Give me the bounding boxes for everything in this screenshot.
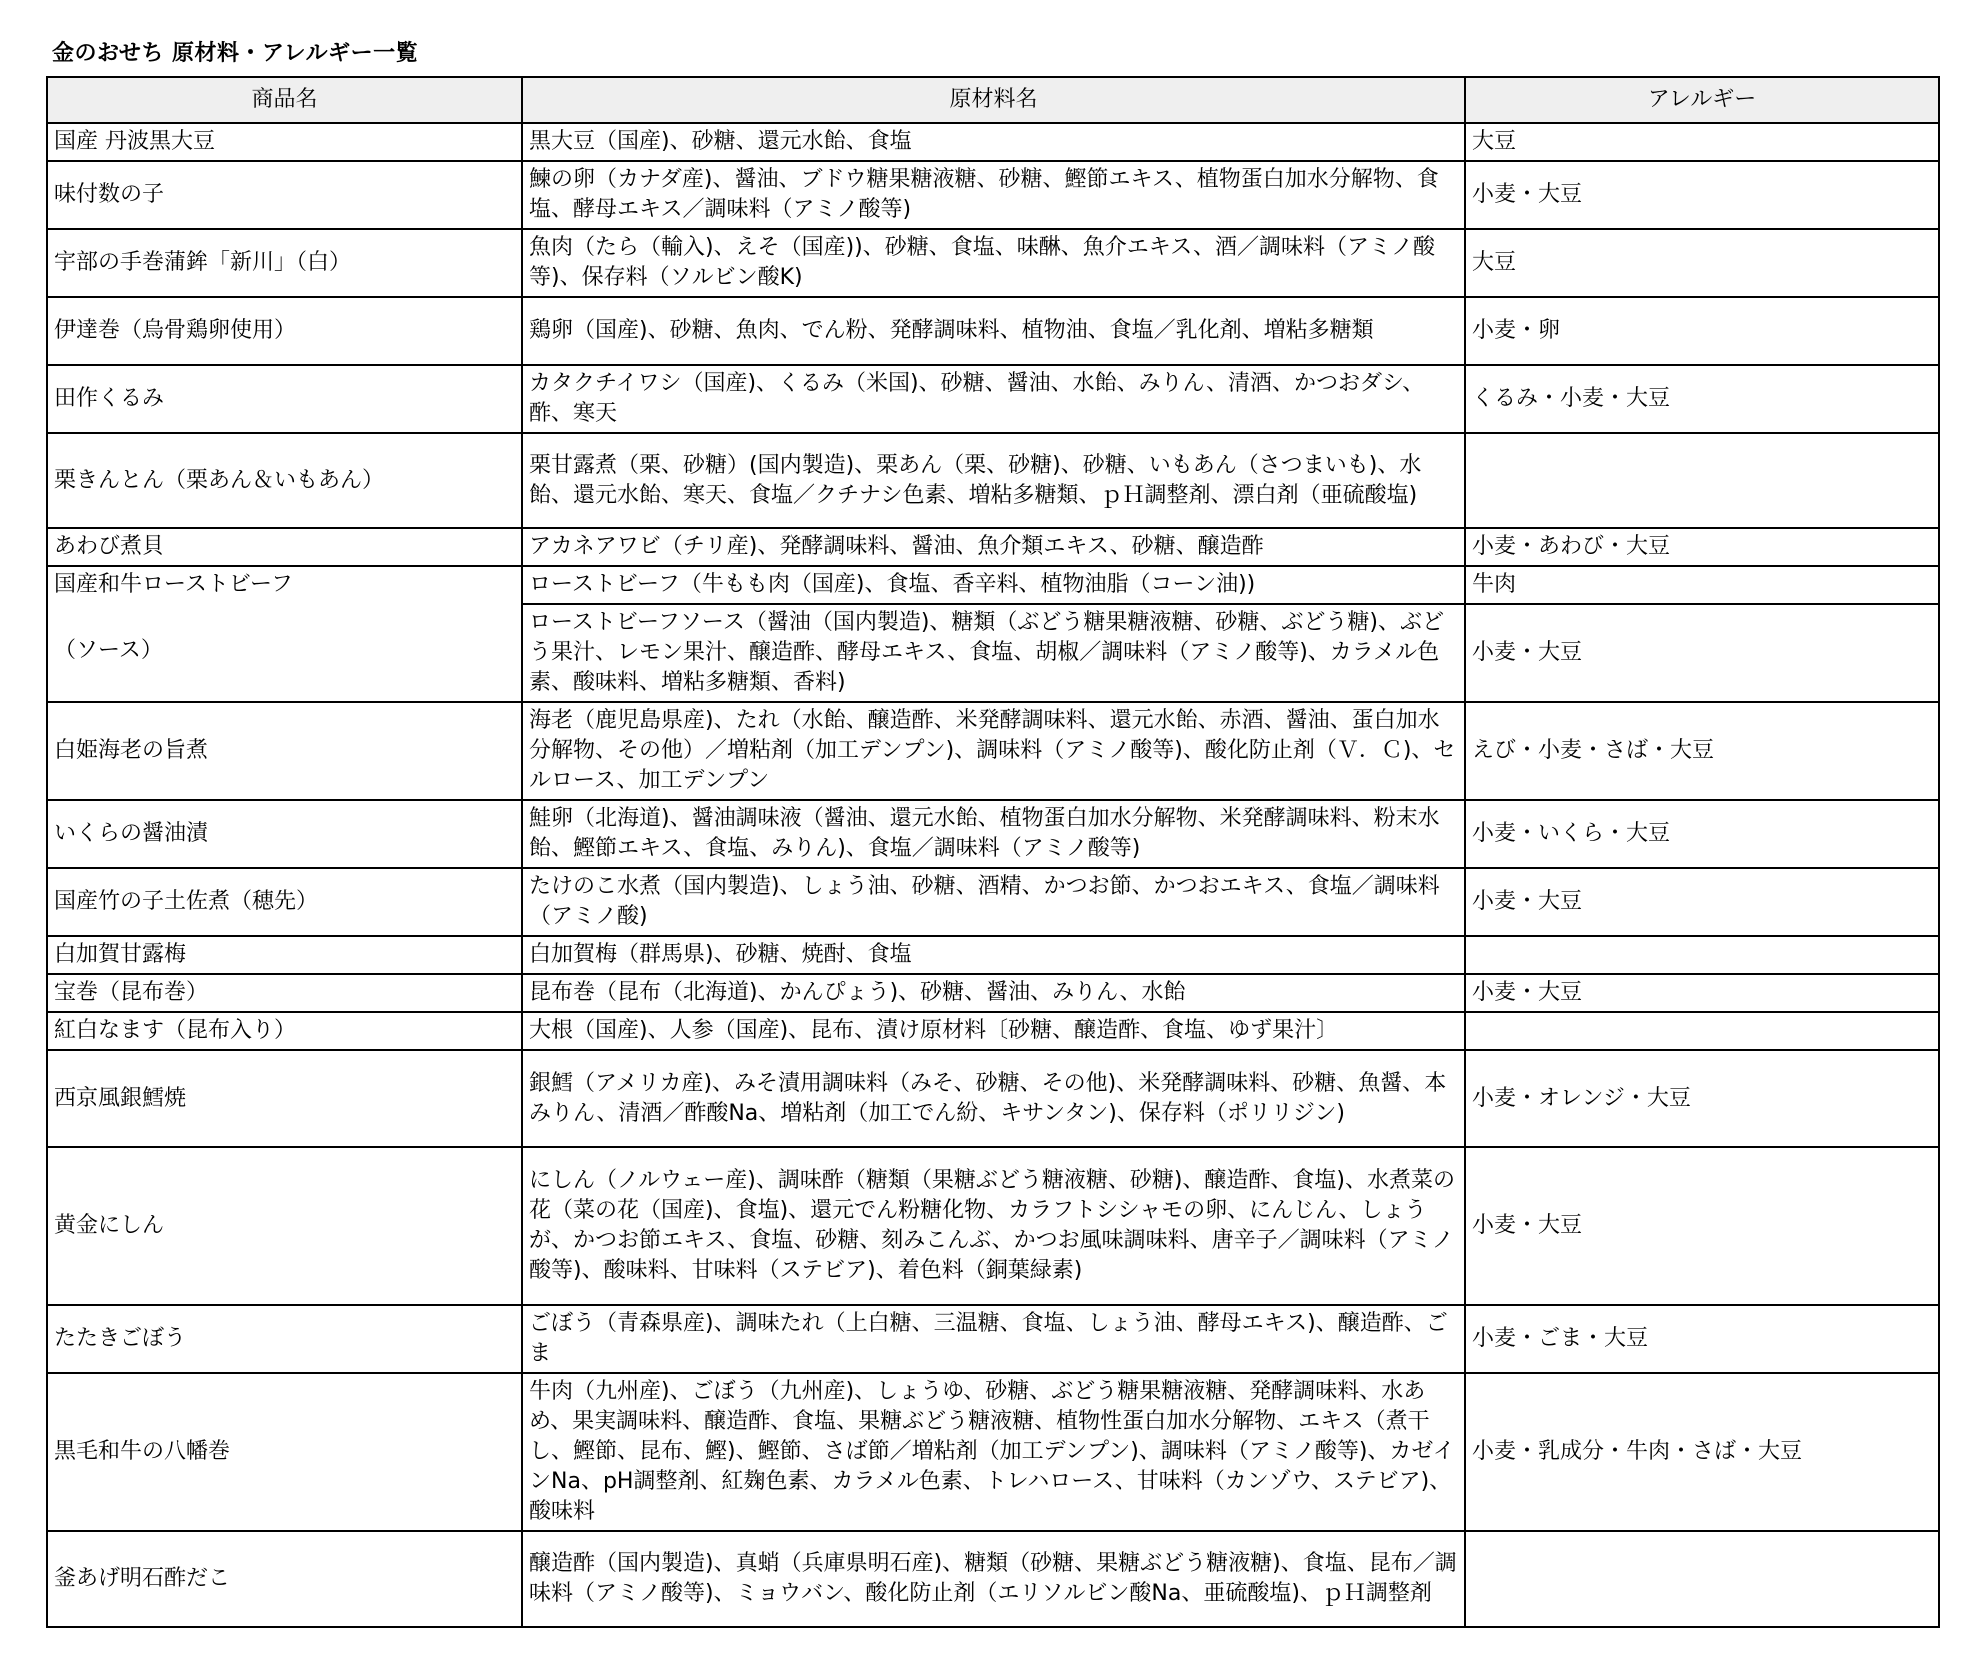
allergens-cell — [1465, 433, 1939, 528]
table-row — [47, 1305, 1939, 1373]
allergens-cell: 小麦・いくら・大豆 — [1465, 800, 1939, 868]
allergens-cell: 小麦・大豆 — [1465, 974, 1939, 1012]
ingredients-cell: 白加賀梅（群馬県)、砂糖、焼酎、食塩 — [522, 936, 1465, 974]
product-name-cell: 黒毛和牛の八幡巻 — [47, 1373, 522, 1531]
allergens-cell: 牛肉 — [1465, 566, 1939, 604]
table-row — [47, 800, 1939, 868]
ingredients-cell: たけのこ水煮（国内製造)、しょう油、砂糖、酒精、かつお節、かつおエキス、食塩／調味料（アミノ酸) — [522, 868, 1465, 936]
ingredients-cell: 醸造酢（国内製造)、真蛸（兵庫県明石産)、糖類（砂糖、果糖ぶどう糖液糖)、食塩、昆布／調味料（アミノ酸等)、ミョウバン、酸化防止剤（エリソルビン酸Na、亜硫酸塩)、ｐＨ調整剤 — [522, 1531, 1465, 1627]
table-row — [47, 123, 1939, 161]
table-row — [47, 365, 1939, 433]
allergens-cell: 小麦・卵 — [1465, 297, 1939, 365]
ingredients-cell: 鶏卵（国産)、砂糖、魚肉、でん粉、発酵調味料、植物油、食塩／乳化剤、増粘多糖類 — [522, 297, 1465, 365]
allergens-cell: えび・小麦・さば・大豆 — [1465, 702, 1939, 800]
product-name-merged-cell — [47, 566, 522, 702]
product-name-cell: 国産 丹波黒大豆 — [47, 123, 522, 161]
product-name-cell: 栗きんとん（栗あん＆いもあん） — [47, 433, 522, 528]
product-name-cell: 伊達巻（烏骨鶏卵使用） — [47, 297, 522, 365]
allergens-cell: 小麦・ごま・大豆 — [1465, 1305, 1939, 1373]
product-name-cell: いくらの醤油漬 — [47, 800, 522, 868]
table-row — [47, 433, 1939, 528]
table-row — [47, 161, 1939, 229]
table-row — [47, 1050, 1939, 1147]
ingredients-cell: ごぼう（青森県産)、調味たれ（上白糖、三温糖、食塩、しょう油、酵母エキス)、醸造酢、ごま — [522, 1305, 1465, 1373]
table-row — [47, 229, 1939, 297]
allergens-cell: 大豆 — [1465, 229, 1939, 297]
product-name-cell: 紅白なます（昆布入り） — [47, 1012, 522, 1050]
product-name-cell: 白姫海老の旨煮 — [47, 702, 522, 800]
ingredients-cell: 牛肉（九州産)、ごぼう（九州産)、しょうゆ、砂糖、ぶどう糖果糖液糖、発酵調味料、水あめ、果実調味料、醸造酢、食塩、果糖ぶどう糖液糖、植物性蛋白加水分解物、エキス（煮干し、鰹節、昆布、鰹)、鰹節、さば節／増粘剤（加工デンプン)、調味料（アミノ酸等)、カゼインNa、pH調整剤、紅麹色素、カラメル色素、トレハロース、甘味料（カンゾウ、ステビア)、酸味料 — [522, 1373, 1465, 1531]
product-name-cell: 国産竹の子土佐煮（穂先） — [47, 868, 522, 936]
product-name-cell: 白加賀甘露梅 — [47, 936, 522, 974]
ingredients-cell: カタクチイワシ（国産)、くるみ（米国)、砂糖、醤油、水飴、みりん、清酒、かつおダシ、酢、寒天 — [522, 365, 1465, 433]
product-name-cell: あわび煮貝 — [47, 528, 522, 566]
table-row — [47, 1531, 1939, 1627]
table-row — [47, 297, 1939, 365]
table-row — [47, 868, 1939, 936]
allergens-cell: 小麦・オレンジ・大豆 — [1465, 1050, 1939, 1147]
ingredients-cell: 鰊の卵（カナダ産)、醤油、ブドウ糖果糖液糖、砂糖、鰹節エキス、植物蛋白加水分解物、食塩、酵母エキス／調味料（アミノ酸等) — [522, 161, 1465, 229]
table-row — [47, 702, 1939, 800]
product-name-sub: （ソース） — [54, 637, 163, 663]
allergens-cell: 小麦・大豆 — [1465, 1147, 1939, 1305]
table-row — [47, 936, 1939, 974]
product-name-cell: 宝巻（昆布巻） — [47, 974, 522, 1012]
ingredients-cell: 銀鱈（アメリカ産)、みそ漬用調味料（みそ、砂糖、その他)、米発酵調味料、砂糖、魚醤、本みりん、清酒／酢酸Na、増粘剤（加工でん紛、キサンタン)、保存料（ポリリジン) — [522, 1050, 1465, 1147]
ingredients-cell: 海老（鹿児島県産)、たれ（水飴、醸造酢、米発酵調味料、還元水飴、赤酒、醤油、蛋白加水分解物、その他）／増粘剤（加工デンプン)、調味料（アミノ酸等)、酸化防止剤（Ｖ．Ｃ)、セルロース、加工デンプン — [522, 702, 1465, 800]
ingredients-allergy-table — [46, 76, 1940, 1628]
allergens-cell: くるみ・小麦・大豆 — [1465, 365, 1939, 433]
table-row — [47, 566, 1939, 604]
ingredients-cell: にしん（ノルウェー産)、調味酢（糖類（果糖ぶどう糖液糖、砂糖)、醸造酢、食塩)、水煮菜の花（菜の花（国産)、食塩)、還元でん粉糖化物、カラフトシシャモの卵、にんじん、しょうが、かつお節エキス、食塩、砂糖、刻みこんぶ、かつお風味調味料、唐辛子／調味料（アミノ酸等)、酸味料、甘味料（ステビア)、着色料（銅葉緑素) — [522, 1147, 1465, 1305]
product-name-cell: 味付数の子 — [47, 161, 522, 229]
product-name-cell: 宇部の手巻蒲鉾「新川」（白） — [47, 229, 522, 297]
product-name-cell: たたきごぼう — [47, 1305, 522, 1373]
table-row — [47, 1147, 1939, 1305]
ingredients-cell: 栗甘露煮（栗、砂糖）(国内製造)、栗あん（栗、砂糖)、砂糖、いもあん（さつまいも)、水飴、還元水飴、寒天、食塩／クチナシ色素、増粘多糖類、ｐＨ調整剤、漂白剤（亜硫酸塩) — [522, 433, 1465, 528]
ingredients-cell: ローストビーフ（牛もも肉（国産)、食塩、香辛料、植物油脂（コーン油)) — [522, 566, 1465, 604]
ingredients-cell: 鮭卵（北海道)、醤油調味液（醤油、還元水飴、植物蛋白加水分解物、米発酵調味料、粉末水飴、鰹節エキス、食塩、みりん)、食塩／調味料（アミノ酸等) — [522, 800, 1465, 868]
table-header-row — [47, 77, 1939, 123]
ingredients-cell: 黒大豆（国産)、砂糖、還元水飴、食塩 — [522, 123, 1465, 161]
allergens-cell — [1465, 1531, 1939, 1627]
column-header-ingredients: 原材料名 — [522, 77, 1465, 123]
product-name-cell: 西京風銀鱈焼 — [47, 1050, 522, 1147]
page-title: 金のおせち 原材料・アレルギー一覧 — [52, 41, 419, 66]
ingredients-cell: 大根（国産)、人参（国産)、昆布、漬け原材料〔砂糖、醸造酢、食塩、ゆず果汁〕 — [522, 1012, 1465, 1050]
ingredients-cell: アカネアワビ（チリ産)、発酵調味料、醤油、魚介類エキス、砂糖、醸造酢 — [522, 528, 1465, 566]
allergens-cell: 小麦・あわび・大豆 — [1465, 528, 1939, 566]
allergens-cell: 大豆 — [1465, 123, 1939, 161]
product-name-cell: 田作くるみ — [47, 365, 522, 433]
column-header-product-name: 商品名 — [47, 77, 522, 123]
table-row — [47, 528, 1939, 566]
allergens-cell — [1465, 1012, 1939, 1050]
ingredients-cell: ローストビーフソース（醤油（国内製造)、糖類（ぶどう糖果糖液糖、砂糖、ぶどう糖)、ぶどう果汁、レモン果汁、醸造酢、酵母エキス、食塩、胡椒／調味料（アミノ酸等)、カラメル色素、酸味料、増粘多糖類、香料) — [522, 604, 1465, 702]
column-header-allergens: アレルギー — [1465, 77, 1939, 123]
allergens-cell: 小麦・大豆 — [1465, 604, 1939, 702]
product-name-cell: 黄金にしん — [47, 1147, 522, 1305]
ingredients-cell: 魚肉（たら（輸入)、えそ（国産))、砂糖、食塩、味醂、魚介エキス、酒／調味料（アミノ酸等)、保存料（ソルビン酸K) — [522, 229, 1465, 297]
allergens-cell — [1465, 936, 1939, 974]
product-name-main: 国産和牛ローストビーフ — [54, 572, 293, 597]
allergens-cell: 小麦・大豆 — [1465, 161, 1939, 229]
table-row — [47, 1373, 1939, 1531]
table-row — [47, 974, 1939, 1012]
allergens-cell: 小麦・乳成分・牛肉・さば・大豆 — [1465, 1373, 1939, 1531]
product-name-cell: 釜あげ明石酢だこ — [47, 1531, 522, 1627]
ingredients-cell: 昆布巻（昆布（北海道)、かんぴょう)、砂糖、醤油、みりん、水飴 — [522, 974, 1465, 1012]
table-row — [47, 1012, 1939, 1050]
allergens-cell: 小麦・大豆 — [1465, 868, 1939, 936]
